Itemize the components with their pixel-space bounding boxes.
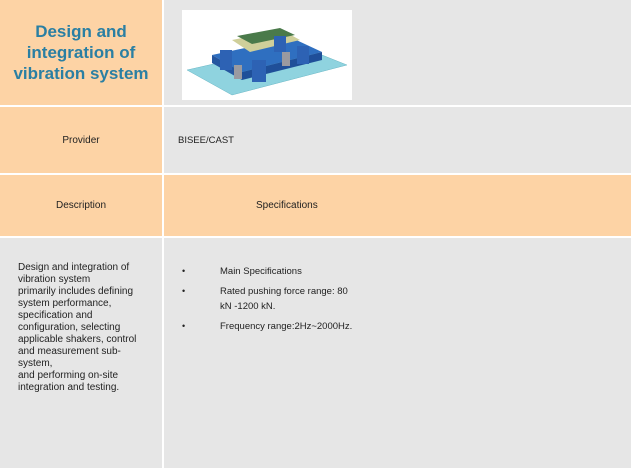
spec-item: • Main Specifications xyxy=(182,264,382,279)
description-label: Description xyxy=(55,200,107,211)
specifications-label: Specifications xyxy=(256,200,318,211)
provider-value: BISEE/CAST xyxy=(178,134,234,146)
specifications-list xyxy=(182,264,382,339)
description-body-cell xyxy=(0,238,162,468)
description-text: Design and integration of vibration system primarily includes defining system performance, specification and configuration, selecting applicable shakers, control and measurement sub-system, and performing on-site integration and testing. xyxy=(18,262,137,393)
description-label-cell xyxy=(0,175,162,236)
title-cell xyxy=(0,0,162,105)
specifications-body-cell xyxy=(164,238,631,468)
provider-value-cell xyxy=(164,107,631,173)
vibration-system-illustration xyxy=(182,10,352,100)
provider-label-cell xyxy=(0,107,162,173)
page-title: Design and integration of vibration system xyxy=(13,22,149,83)
spec-item: • Frequency range:2Hz~2000Hz. xyxy=(182,319,382,334)
image-cell xyxy=(164,0,631,105)
product-image xyxy=(182,10,352,100)
spec-item: • Rated pushing force range: 80 kN -1200 kN. xyxy=(182,284,360,314)
specifications-label-cell xyxy=(164,175,631,236)
provider-label: Provider xyxy=(62,134,100,146)
